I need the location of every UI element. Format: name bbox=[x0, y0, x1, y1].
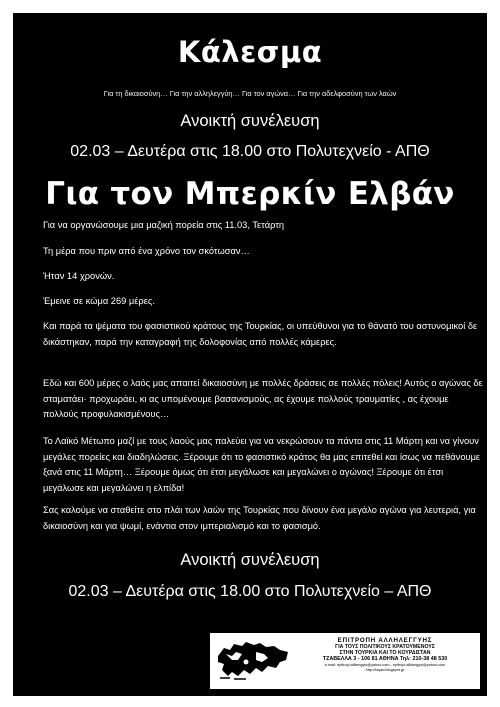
paragraph-3: Ήταν 14 χρονών. bbox=[43, 271, 115, 281]
logo-text bbox=[294, 637, 476, 673]
assembly-when-top: 02.03 – Δευτέρα στις 18.00 στο Πολυτεχνείο - ΑΠΘ bbox=[70, 143, 430, 160]
logo-line-4: ΤΖΑΒΕΛΛΑ 3 - 106 81 ΑΘΗΝΑ Τηλ: 210-38 48 530 bbox=[322, 656, 448, 662]
logo-website: http://tayad.blogspot.gr bbox=[365, 668, 405, 672]
paragraph-4: Έμεινε σε κώμα 269 μέρες. bbox=[43, 296, 155, 306]
solidarity-committee-logo bbox=[210, 633, 480, 689]
paragraph-1: Για να οργανώσουμε μια μαζική πορεία στις 11.03, Τετάρτη bbox=[43, 220, 285, 230]
paragraph-7: Το Λαϊκό Μέτωπο μαζί με τους λαούς μας παλεύει για να νεκρώσουν τα πάντα στις 11 Μάρτη και να γίνουν μεγάλες πορείες και διαδηλώσεις. Ξέρουμε ότι το φασιστικό κράτος θα μας επιτεθεί και ίσως να πεθάνουμε ξανά στις 11 Μάρτη… Ξέρουμε όμως ότι έτσι μεγάλωσε και μεγαλώνει ο αγώνας! Ξέρουμε ότι έτσι μεγάλωσε και μεγαλώνει η ελπίδα! bbox=[43, 436, 481, 493]
poster bbox=[13, 13, 487, 696]
logo-line-3: ΣΤΗΝ ΤΟΥΡΚΙΑ ΚΑΙ ΤΟ ΚΟΥΡΔΙΣΤΑΝ bbox=[339, 650, 431, 656]
headline: Για τον Μπερκίν Ελβάν bbox=[45, 176, 455, 212]
assembly-when-bottom: 02.03 – Δευτέρα στις 18.00 στο Πολυτεχνείο – ΑΠΘ bbox=[68, 583, 432, 600]
logo-email: e-mail: epitropi.allilengyis@yahoo.com - epitropi.allilengyis@yahoo.com bbox=[324, 663, 446, 667]
paragraph-6: Εδώ και 600 μέρες ο λαός μας απαιτεί δικαιοσύνη με πολλές δράσεις σε πολλές πόλεις! Αυτός ο αγώνας δε σταματάει· προχωράει, κι ας υπομένουμε βασανισμούς, ας έχουμε πολλούς τραυματίες , ας έχουμε πολλούς προφυλακισμένους… bbox=[43, 378, 483, 419]
logo-line-1: ΕΠΙΤΡΟΠΗ ΑΛΛΗΛΕΓΓΥΗΣ bbox=[337, 637, 433, 644]
assembly-label-bottom: Ανοικτή συνέλευση bbox=[180, 551, 320, 569]
paragraph-5: Και παρά τα ψέματα του φασιστικού κράτους της Τουρκίας, οι υπεύθυνοι για το θάνατό του αστυνομικοί δε δικάστηκαν, παρά την καταγραφή της δολοφονίας από πολλές κάμερες. bbox=[43, 321, 478, 347]
paragraph-2: Τη μέρα που πριν από ένα χρόνο τον σκότωσαν… bbox=[43, 246, 250, 256]
assembly-label-top: Ανοικτή συνέλευση bbox=[180, 112, 320, 130]
paragraph-8: Σας καλούμε να σταθείτε στο πλάι των λαών της Τουρκίας που δίνουν ένα μεγάλο αγώνα για λευτεριά, για δικαιοσύνη και για ψωμί, ενάντια στον ιμπεριαλισμό και το φασισμό. bbox=[43, 505, 476, 531]
tagline: Για τη δικαιοσύνη… Για την αλληλεγγύη… Για τον αγώνα… Για την αδελφοσύνη των λαών bbox=[103, 89, 397, 98]
logo-line-2: ΓΙΑ ΤΟΥΣ ΠΟΛΙΤΙΚΟΥΣ ΚΡΑΤΟΥΜΕΝΟΥΣ bbox=[335, 644, 435, 650]
map-icon bbox=[216, 638, 290, 682]
poster-title: Κάλεσμα bbox=[177, 35, 323, 69]
